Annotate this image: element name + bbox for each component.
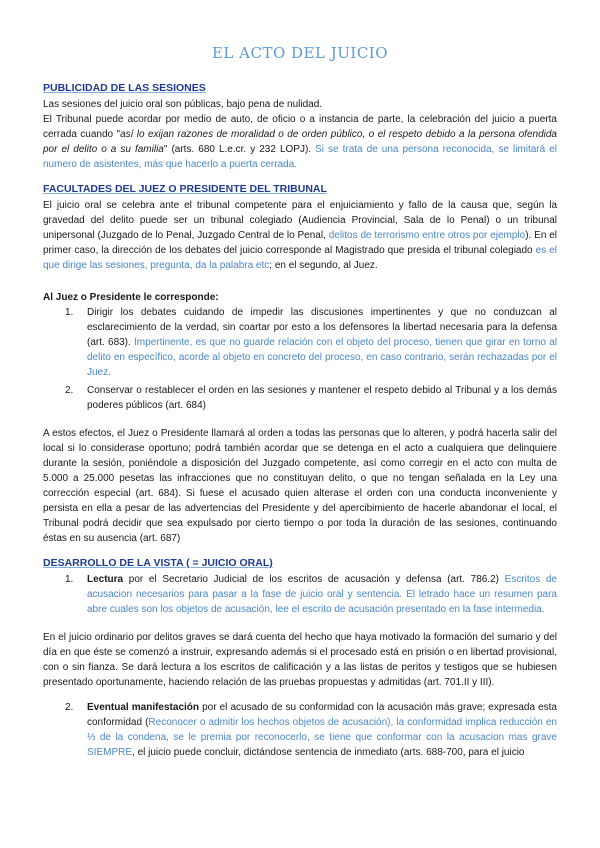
- text: El juicio oral se celebra ante el tribunal competente para el enjuiciamiento y fallo de la causa que, según la gravedad del delito puede ser un tribunal colegiado (Audiencia Provincial, Sala de lo Penal) o un tribunal unipersonal (Juzgado de lo Penal, Juzgado Central de lo Penal,: [43, 200, 557, 241]
- annotation-note: Escritos de acusacion necesarios para pasar a la fase de juicio oral y sentencia. El letrado hace un resumen para abre cuales son los objetos de acusación, lee el escrito de acusación presentado en la fase intermedia.: [87, 574, 557, 615]
- list-number: 1.: [65, 574, 74, 585]
- annotation-note: Impertinente, es que no guarde relación con el objeto del proceso, tienen que girar en torno al delito en específico, acorde al objeto en concreto del proceso, en caso contrario, serán rechazadas por el Juez.: [87, 337, 557, 378]
- list-item: [65, 572, 557, 617]
- section-publicidad: [43, 82, 557, 172]
- section-heading: DESARROLLO DE LA VISTA ( = JUICIO ORAL): [43, 557, 273, 569]
- paragraph: [43, 97, 557, 112]
- text: El Tribunal puede acordar por medio de auto, de oficio o a instancia de parte, la celebración del juicio a puerta cerrada cuando ": [43, 114, 557, 140]
- text: " (arts. 680 L.e.cr. y 232 LOPJ).: [163, 144, 316, 155]
- section-desarrollo: [43, 557, 557, 760]
- list-item: [65, 383, 557, 413]
- section-heading: PUBLICIDAD DE LAS SESIONES: [43, 82, 206, 94]
- annotation-note: delitos de terrorismo entre otros por ejemplo: [328, 230, 526, 241]
- annotation-note: Si se trata de una persona reconocida, se limitará el numero de asistentes, más que hacerlo a puerta cerrada.: [43, 144, 558, 170]
- numbered-list: [43, 305, 557, 413]
- text: por el acusado de su conformidad con la acusación más grave; expresada esta conformidad (: [87, 702, 557, 728]
- list-number: 2.: [65, 702, 74, 713]
- bold-term: Lectura: [87, 574, 124, 585]
- paragraph: [43, 112, 557, 172]
- text: ). En el primer caso, la dirección de los debates del juicio corresponde al Magistrado que presida el tribunal colegiado: [43, 230, 557, 256]
- text: ; en el segundo, al Juez.: [269, 260, 378, 271]
- paragraph: [43, 198, 557, 273]
- bold-term: Eventual manifestación: [87, 702, 199, 713]
- text: Dirigir los debates cuidando de impedir las discusiones impertinentes y que no conduzcan al esclarecimiento de la verdad, sin coartar por esto a los defensores la libertad necesaria para la defensa (art. 683).: [87, 307, 557, 348]
- list-number: 2.: [65, 385, 74, 396]
- text: por el Secretario Judicial de los escritos de acusación y defensa (art. 786.2): [123, 574, 505, 585]
- text: Las sesiones del juicio oral son públicas, bajo pena de nulidad.: [43, 99, 323, 110]
- subheading: Al Juez o Presidente le corresponde:: [43, 292, 219, 303]
- list-item: [65, 700, 557, 760]
- annotation-note: es el que dirige las sesiones, pregunta, da la palabra etc: [43, 245, 557, 271]
- annotation-note: Reconocer o admitir los hechos objetos de acusación), la conformidad implica reducción en ⅓ de la condena, se le premia por reconocerlo, se tiene que conformar con la acusacion mas grave SIEMPRE: [87, 717, 557, 758]
- text: Conservar o restablecer el orden en las sesiones y mantener el respeto debido al Tribunal y a los demás poderes públicos (art. 684): [87, 385, 557, 411]
- quote-text: así lo exijan razones de moralidad o de orden público, o el respeto debido a la persona ofendida por el delito o a su familia: [43, 129, 557, 155]
- paragraph: En el juicio ordinario por delitos graves se dará cuenta del hecho que haya motivado la formación del sumario y del día en que éste se comenzó a instruir, expresando además si el procesado está en prisión o en libertad provisional, con o sin fianza. Se dará lectura a los escritos de calificación y a las listas de peritos y testigos que se hubiesen presentado oportunamente, haciendo relación de las pruebas propuestas y admitidas (art. 701.II y III).: [43, 632, 557, 688]
- text: , el juicio puede concluir, dictándose sentencia de inmediato (arts. 688-700, para el juicio: [132, 747, 525, 758]
- list-number: 1.: [65, 307, 74, 318]
- list-item: [65, 305, 557, 380]
- paragraph: A estos efectos, el Juez o Presidente llamará al orden a todas las personas que lo alteren, y podrá hacerla salir del local si lo considerase oportuno; podrá también acordar que se detenga en el acto a cualquiera que delinquiere durante la sesión, poniéndole a disposición del Juzgado competente, así como corregir en el acto con multa de 5.000 a 25.000 pesetas las infracciones que no constituyan delito, o que no tengan señalada en la Ley una corrección especial (art. 684). Si fuese el acusado quien alterase el orden con una conducta inconveniente y persista en ella a pesar de las advertencias del Presidente y del apercibimiento de hacerle abandonar el local, el Tribunal podrá decidir que sea expulsado por cierto tiempo o por toda la duración de las sesiones, continuando éstas en su ausencia (art. 687): [43, 428, 557, 544]
- document-title: EL ACTO DEL JUICIO: [211, 44, 389, 62]
- section-heading: FACULTADES DEL JUEZ O PRESIDENTE DEL TRIBUNAL: [43, 183, 327, 195]
- section-facultades: [43, 183, 557, 546]
